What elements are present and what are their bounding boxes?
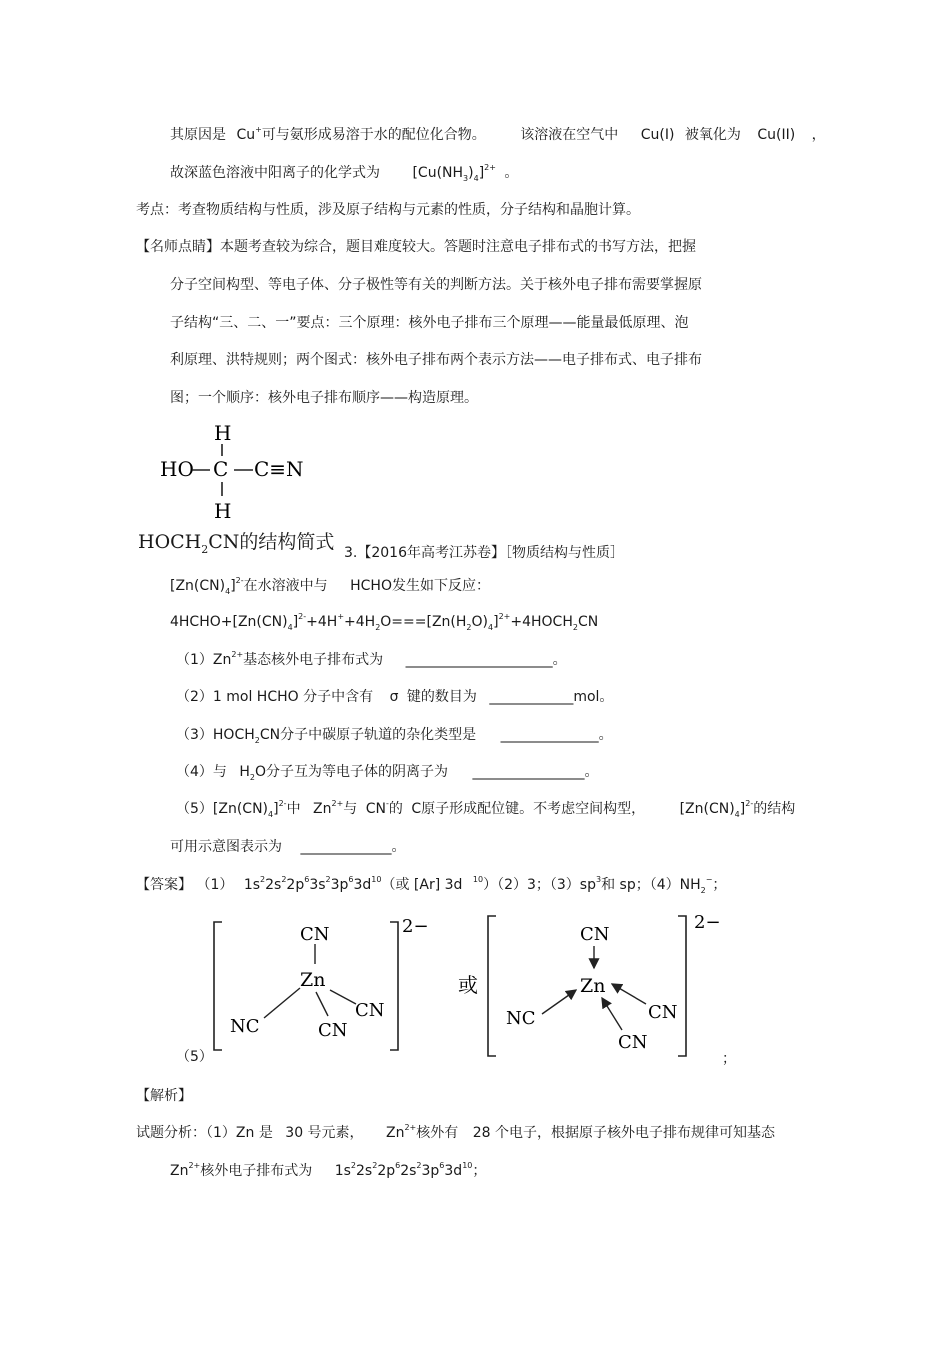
left-nc: NC [230,1016,260,1037]
answer-semicolon: ； [722,1051,736,1067]
analysis-label: 【解析】 [136,1088,192,1104]
intro-line-1: 其原因是 Cu+可与氨形成易溶于水的配位化合物。 该溶液在空气中 Cu(I) 被氧化为 Cu(II) ， [170,125,826,143]
left-cn-right: CN [355,1000,385,1021]
struct-c: C [213,457,229,481]
right-arrow-cn-bottom [602,998,622,1030]
sub-question-2: （2）1 mol HCHO 分子中含有 σ 键的数目为 ____________mol。 [176,689,614,705]
left-bond-nc [264,988,300,1018]
left-zn: Zn [300,969,326,991]
left-charge: 2− [402,916,429,937]
right-bracket-close [678,916,686,1056]
left-cn-top: CN [300,924,330,945]
mingshi-line-2: 分子空间构型、等电子体、分子极性等有关的判断方法。关于核外电子排布需要掌握原 [170,277,702,293]
right-bracket-open [488,916,496,1056]
left-bracket-open [214,922,222,1050]
struct-h-top: H [214,421,232,445]
question-3-title: 3.【2016年高考江苏卷】［物质结构与性质］ [344,545,624,561]
left-bond-cn-right [330,990,356,1004]
question-3-reaction: $4HCHO+[Zn(CN)_4]^{2-}+4H^++4H_2O===[Zn(H_2O)_4]^{2+}+4HOCH_2CN$ [170,612,599,632]
right-cn-bottom: CN [618,1032,648,1053]
right-cn-top: CN [580,924,610,945]
mingshi-line-3: 子结构“三、二、一”要点：三个原理：核外电子排布三个原理——能量最低原理、泡 [170,315,689,331]
struct-ho: HO [160,457,194,481]
mingshi-line-4: 利原理、洪特规则；两个图式：核外电子排布两个表示方法——电子排布式、电子排布 [170,352,702,368]
mingshi-line-5: 图；一个顺序：核外电子排布顺序——构造原理。 [170,390,478,406]
sub-question-4: （4）与 $H_2O$分子互为等电子体的阴离子为 ________________。 [176,764,599,782]
sub-question-5-line-2: 可用示意图表示为 _____________。 [170,839,406,855]
sub-question-1: $(1)Zn^{2+}$基态核外电子排布式为 _____________________。 [176,650,567,668]
struct-cn: C≡N [254,457,304,481]
right-nc: NC [506,1008,536,1029]
or-text: 或 [458,973,478,997]
right-arrow-cn-right [612,984,646,1004]
hoch2cn-structure [150,418,330,526]
mingshi-line-1: 【名师点睛】本题考查较为综合，题目难度较大。答题时注意电子排布式的书写方法，把握 [136,239,696,255]
left-cn-bottom: CN [318,1020,348,1041]
right-arrow-nc [542,990,576,1014]
sub-question-3: $(3)HOCH_2CN$分子中碳原子轨道的杂化类型是 ______________。 [176,727,613,745]
struct-h-bottom: H [214,499,232,523]
kaodian-line: 考点：考查物质结构与性质，涉及原子结构与元素的性质，分子结构和晶胞计算。 [136,202,640,218]
answer-line: 【答案】 （1） $1s^22s^22p^63s^23p^63d^{10}$（或 [Ar] 3d $^{10}$）（2）3；$(3)sp^3$和 sp；$(4)NH_2^-$； [136,875,727,895]
left-bracket-close [390,922,398,1050]
right-zn: Zn [580,975,606,997]
intro-line-2: 故深蓝色溶液中阳离子的化学式为 $[Cu(NH_3)_4]^{2+}$ 。 [170,163,519,183]
sub-question-5: $(5)[Zn(CN)_4]^{2-}$中 $Zn^{2+}$与 CN-的 C原子形成配位键。不考虑空间构型， $[Zn(CN)_4]^{2-}$的结构 [176,799,796,819]
answer-five-label: （5） [176,1049,213,1065]
analysis-line-2: $Zn^{2+}$核外电子排布式为 $1s^22s^22p^62s^23p^63d^{10}$； [170,1161,487,1179]
right-cn-right: CN [648,1002,678,1023]
question-3-intro: $[Zn(CN)_4]^{2-}$在水溶液中与 HCHO发生如下反应： [170,576,490,596]
zn-cn4-structures [160,908,760,1068]
analysis-line-1: 试题分析：（1）Zn 是 30 号元素， $Zn^{2+}$核外有 28 个电子，根据原子核外电子排布规律可知基态 [136,1123,775,1141]
left-bond-cn-bottom [316,992,328,1016]
right-charge: 2− [694,912,721,933]
structure-caption: $HOCH_2CN$的结构简式 [138,531,335,556]
